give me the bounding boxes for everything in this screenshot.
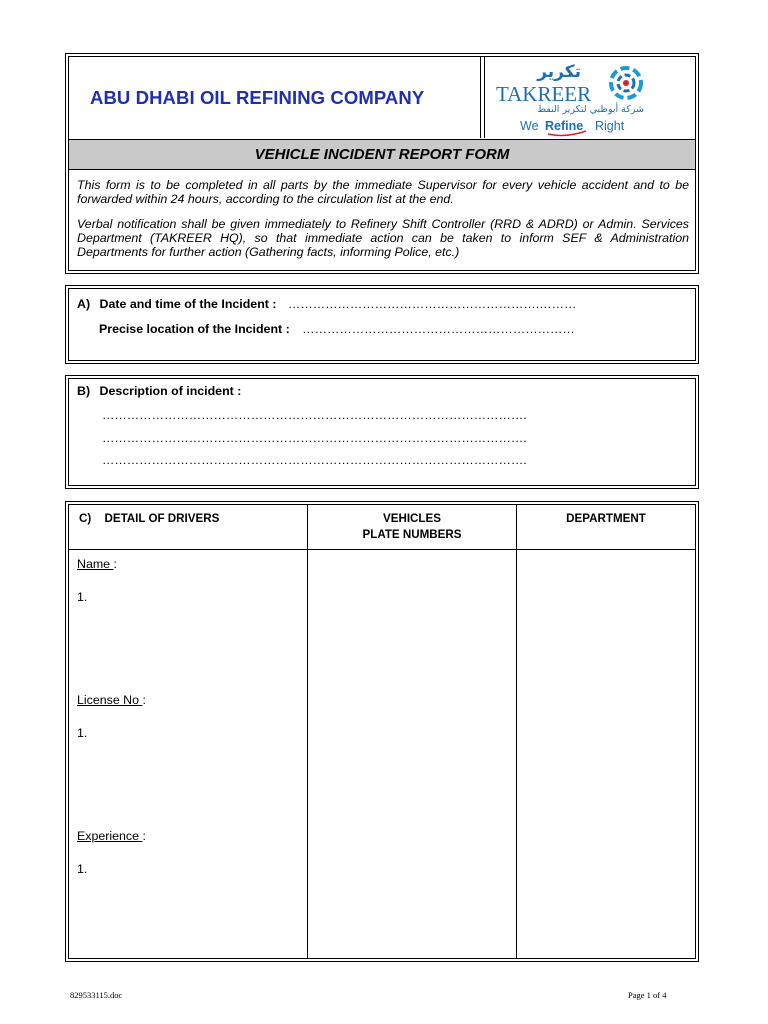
date-time-field[interactable]: …………………………………………………….……… [287,297,577,311]
column-header-department: DEPARTMENT [566,512,646,525]
intro-text [77,178,689,270]
intro-paragraph-1: This form is to be completed in all parts by the immediate Supervisor for every vehicle accident and to be forwarded within 24 hours, according to the circulation list at the end. [77,178,689,206]
header-row-divider [69,549,695,550]
column-divider-2 [516,505,517,958]
company-cell [69,57,481,138]
logo-arabic-brand: تكرير [537,62,581,82]
logo-slogan-refine: Refine [545,119,584,133]
description-label: Description of incident : [99,384,242,398]
footer-page-number: Page 1 of 4 [628,990,667,1000]
takreer-emblem-icon [611,68,641,98]
date-time-label: Date and time of the Incident : [99,297,277,311]
experience-item-1[interactable]: 1. [77,862,88,876]
section-a-box [68,288,696,361]
takreer-logo [486,57,695,138]
description-line-1[interactable]: …………………………………………………………………………………………. [102,408,527,422]
column-header-drivers [79,511,219,527]
location-field[interactable]: ………………………………………………………… [302,322,575,336]
header-box [68,56,696,271]
section-a-prefix: A) [77,297,91,311]
column-divider-1 [307,505,308,958]
description-row [77,384,241,398]
logo-brand: TAKREER [496,82,592,106]
description-line-2[interactable]: …………………………………………………………………………………………. [102,431,527,445]
form-title: VEHICLE INCIDENT REPORT FORM [254,146,510,163]
logo-slogan-right: Right [595,119,625,133]
license-label: License No : [77,693,146,707]
takreer-logo-graphic [486,57,694,138]
location-label: Precise location of the Incident : [99,322,290,336]
section-c-prefix: C) [79,512,92,525]
description-line-3[interactable]: …………………………………………………………………………………………. [102,453,527,467]
vehicles-header-line-2: PLATE NUMBERS [362,528,462,541]
logo-slogan-we: We [520,119,539,133]
drivers-header-label: DETAIL OF DRIVERS [104,512,220,525]
experience-label: Experience : [77,829,146,843]
name-item-1[interactable]: 1. [77,590,88,604]
name-label: Name : [77,557,117,571]
location-row [99,322,575,336]
column-header-vehicles [308,511,516,543]
section-b-prefix: B) [77,384,91,398]
intro-paragraph-2: Verbal notification shall be given immediately to Refinery Shift Controller (RRD & ADRD) or Admin. Services Department (TAKREER HQ), so that immediate action can be taken to inform SEF & Administration Departments for further action (Gathering facts, informing Police, etc.) [77,217,689,259]
logo-separator [484,57,485,138]
section-c-table [68,504,696,959]
date-time-row [77,297,576,311]
logo-arabic-tagline: شركة أبوظبي لتكرير النفط [537,104,644,115]
vehicles-header-line-1: VEHICLES [383,512,441,525]
footer-doc-name: 829533115.doc [70,990,123,1000]
form-title-bar [69,139,695,170]
license-item-1[interactable]: 1. [77,726,88,740]
section-b-box [68,378,696,486]
company-name: ABU DHABI OIL REFINING COMPANY [90,86,425,108]
